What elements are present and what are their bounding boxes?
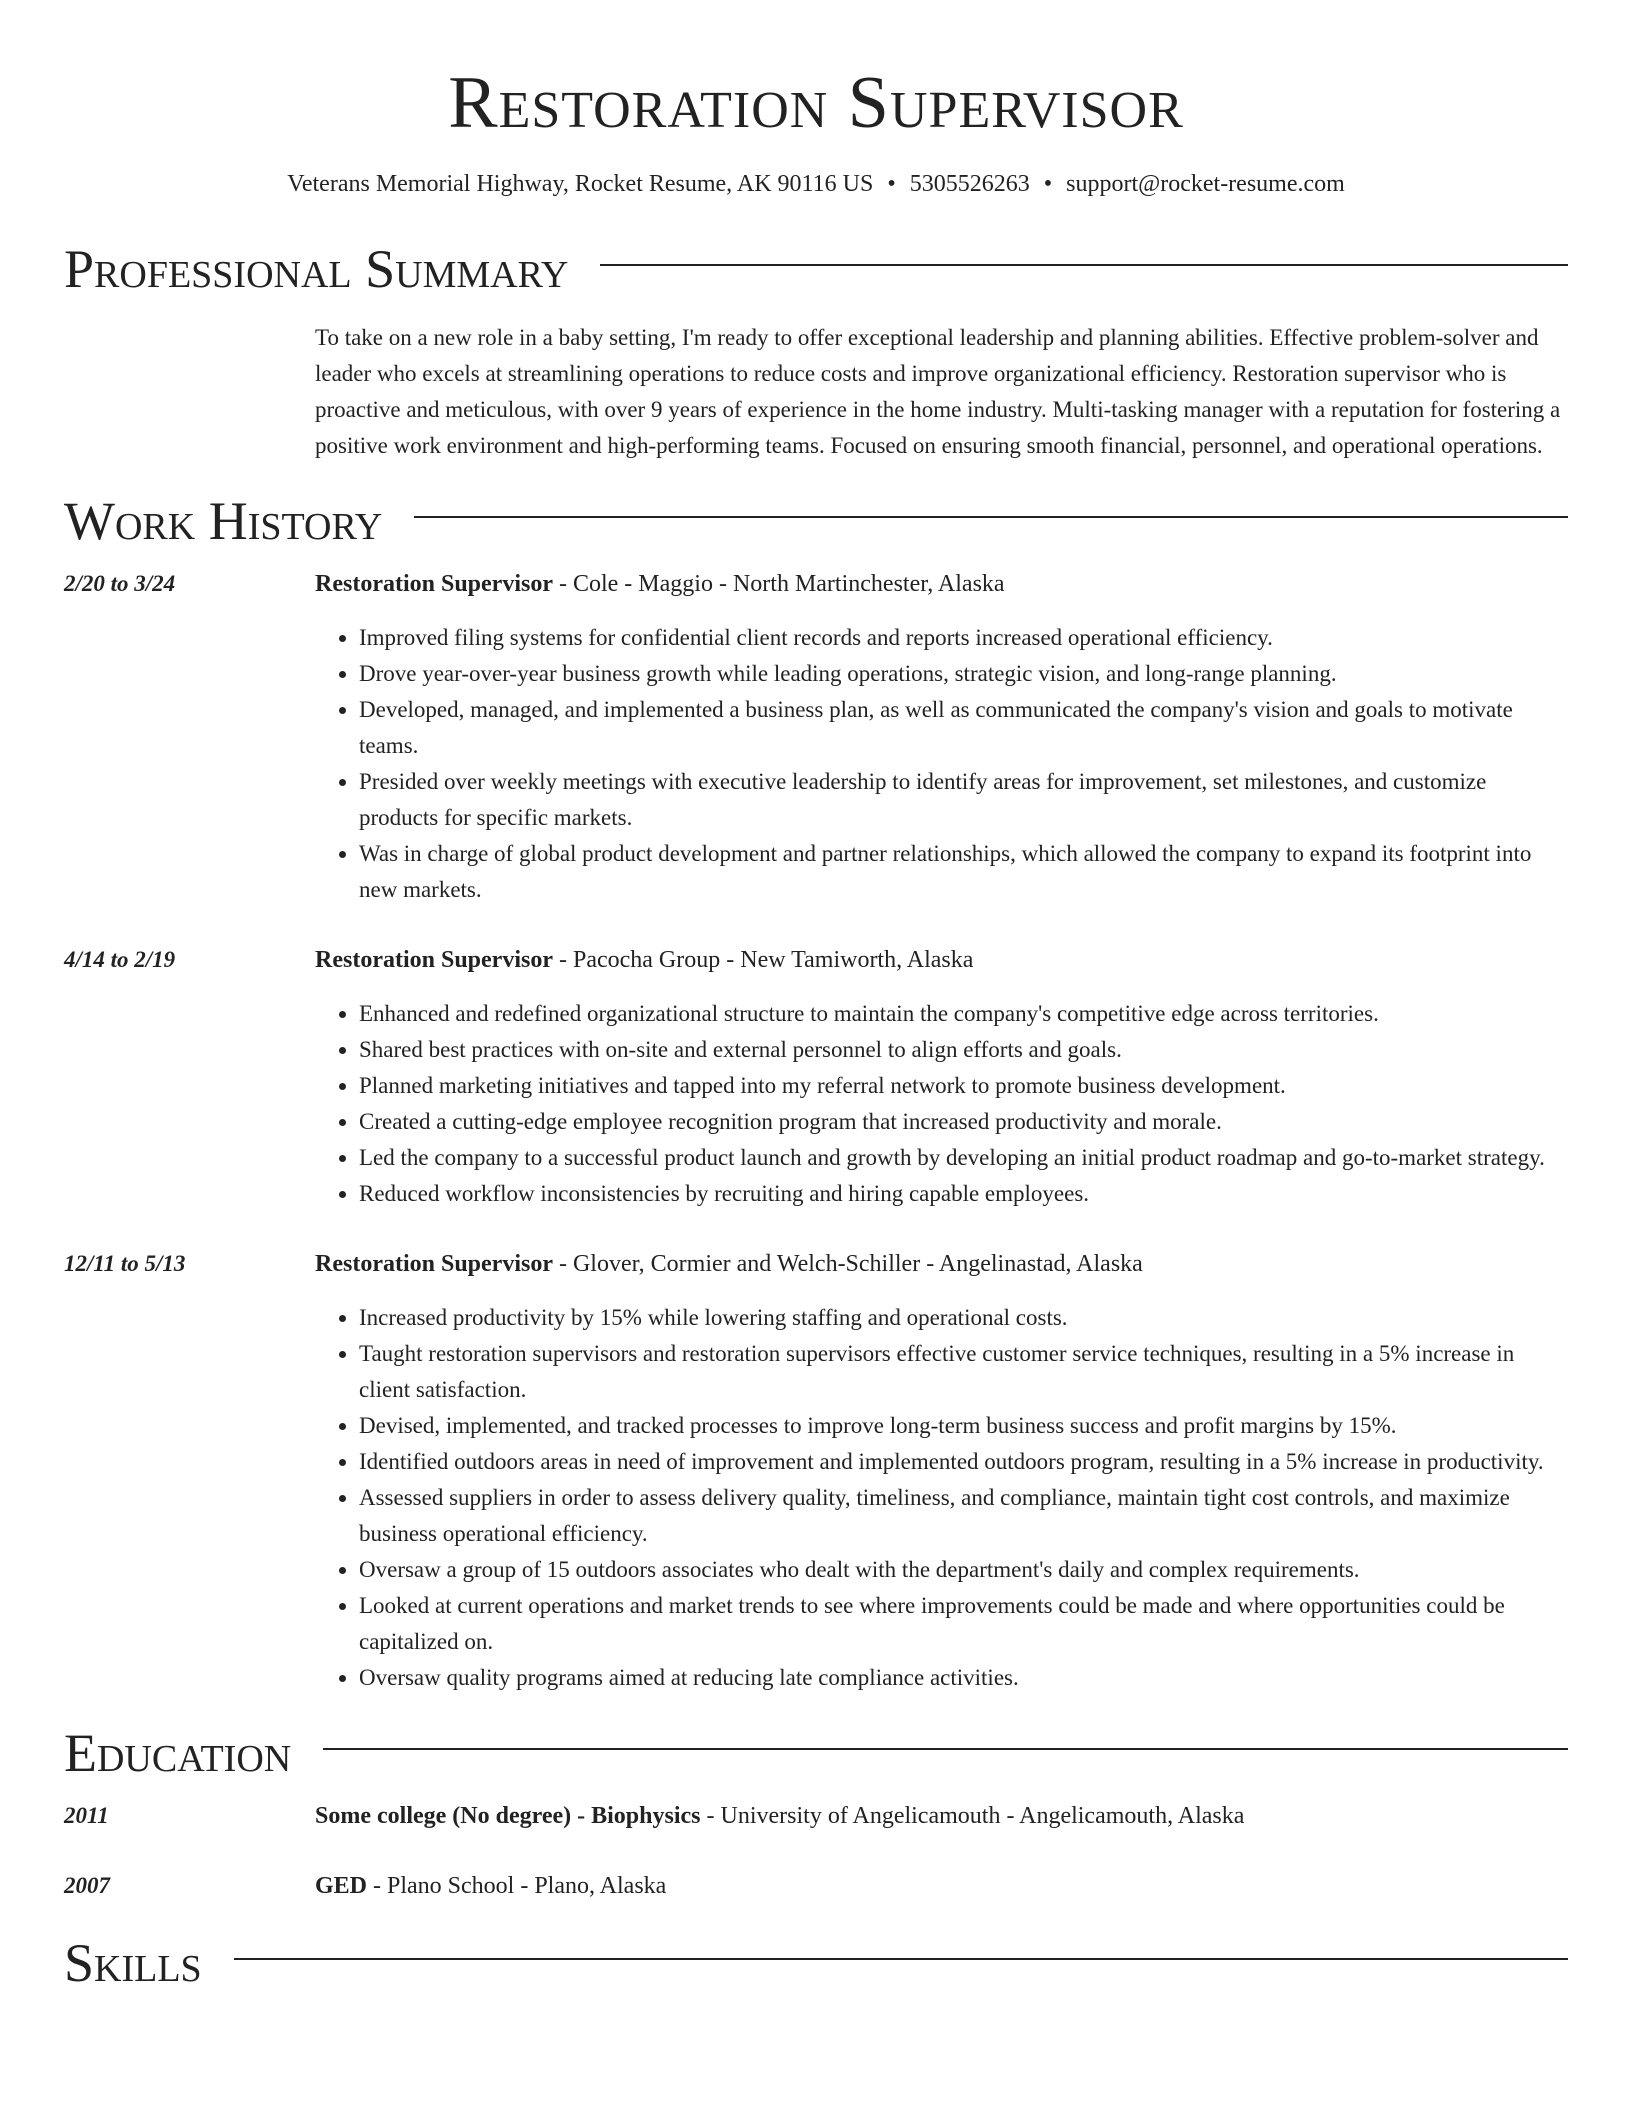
- job-bullet: • Reduced workflow inconsistencies by recruiting and hiring capable employees.: [359, 1176, 1568, 1212]
- work-section-title: Work History: [64, 491, 383, 551]
- work-section-header: [64, 486, 1568, 556]
- job-bullet: • Shared best practices with on-site and external personnel to align efforts and goals.: [359, 1032, 1568, 1068]
- job-bullet: • Devised, implemented, and tracked processes to improve long-term business success and profit margins by 15%.: [359, 1408, 1568, 1444]
- job-bullet: • Assessed suppliers in order to assess delivery quality, timeliness, and compliance, maintain tight cost controls, and maximize business operational efficiency.: [359, 1480, 1568, 1552]
- education-school-location: - University of Angelicamouth - Angelicamouth, Alaska: [700, 1803, 1245, 1829]
- job-bullet: • Presided over weekly meetings with executive leadership to identify areas for improvement, set milestones, and customize products for specific markets.: [359, 764, 1568, 836]
- education-degree: Some college (No degree) - Biophysics: [315, 1803, 701, 1829]
- job-heading: [315, 1246, 1568, 1282]
- education-section-title: Education: [64, 1723, 292, 1783]
- job-heading: [315, 942, 1568, 978]
- job-bullet: • Created a cutting-edge employee recognition program that increased productivity and morale.: [359, 1104, 1568, 1140]
- job-bullet: • Looked at current operations and market trends to see where improvements could be made and where opportunities could be capitalized on.: [359, 1588, 1568, 1660]
- job-bullets-wrap: [315, 620, 1568, 908]
- summary-section-title: Professional Summary: [64, 239, 569, 299]
- job-header-row: [64, 566, 1568, 602]
- job-header-row: [64, 942, 1568, 978]
- contact-separator: •: [1043, 171, 1053, 197]
- resume-page: [64, 0, 1568, 1998]
- education-year: 2011: [64, 1803, 109, 1828]
- section-divider: [414, 516, 1568, 518]
- summary-section-header: [64, 234, 1568, 304]
- job-bullet: • Enhanced and redefined organizational structure to maintain the company's competitive edge across territories.: [359, 996, 1568, 1032]
- education-entry: [64, 1798, 1568, 1834]
- job-bullet: • Developed, managed, and implemented a business plan, as well as communicated the company's vision and goals to motivate teams.: [359, 692, 1568, 764]
- contact-line: [64, 168, 1568, 200]
- job-title: Restoration Supervisor: [315, 571, 553, 597]
- skills-section-header: [64, 1928, 1568, 1998]
- job-bullet: • Increased productivity by 15% while lowering staffing and operational costs.: [359, 1300, 1568, 1336]
- job-bullets-wrap: [315, 1300, 1568, 1696]
- job-header-row: [64, 1246, 1568, 1282]
- job-bullet: • Led the company to a successful product launch and growth by developing an initial product roadmap and go-to-market strategy.: [359, 1140, 1568, 1176]
- job-bullet: • Taught restoration supervisors and restoration supervisors effective customer service techniques, resulting in a 5% increase in client satisfaction.: [359, 1336, 1568, 1408]
- job-bullet: • Oversaw quality programs aimed at reducing late compliance activities.: [359, 1660, 1568, 1696]
- job-heading: [315, 566, 1568, 602]
- job-entry: [64, 1246, 1568, 1696]
- contact-separator: •: [887, 171, 896, 197]
- job-bullets: [315, 620, 1568, 908]
- job-bullet: • Identified outdoors areas in need of improvement and implemented outdoors program, resulting in a 5% increase in productivity.: [359, 1444, 1568, 1480]
- work-list: [64, 566, 1568, 1696]
- summary-text: To take on a new role in a baby setting, I'm ready to offer exceptional leadership and planning abilities. Effective problem-solver and leader who excels at streamlining operations to reduce costs and improve organizational efficiency. Restoration supervisor who is proactive and meticulous, with over 9 years of experience in the home industry. Multi-tasking manager with a reputation for fostering a positive work environment and high-performing teams. Focused on ensuring smooth financial, personnel, and operational operations.: [315, 325, 1561, 458]
- job-title: Restoration Supervisor: [315, 947, 553, 973]
- section-divider: [234, 1958, 1568, 1960]
- candidate-name: Restoration Supervisor: [448, 62, 1184, 144]
- education-entry: [64, 1868, 1568, 1904]
- contact-address: Veterans Memorial Highway, Rocket Resume, AK 90116 US: [287, 171, 874, 197]
- job-company-location: - Glover, Cormier and Welch-Schiller - Angelinastad, Alaska: [552, 1251, 1143, 1277]
- job-company-location: - Pacocha Group - New Tamiworth, Alaska: [552, 947, 974, 973]
- job-dates: 2/20 to 3/24: [64, 571, 176, 596]
- job-bullets-wrap: [315, 996, 1568, 1212]
- section-divider: [600, 264, 1568, 266]
- contact-email: support@rocket-resume.com: [1066, 171, 1345, 197]
- education-list: [64, 1798, 1568, 1904]
- job-bullet: • Oversaw a group of 15 outdoors associates who dealt with the department's daily and complex requirements.: [359, 1552, 1568, 1588]
- job-dates: 4/14 to 2/19: [64, 947, 176, 972]
- job-title: Restoration Supervisor: [315, 1251, 553, 1277]
- job-entry: [64, 566, 1568, 908]
- job-bullet: • Was in charge of global product development and partner relationships, which allowed the company to expand its footprint into new markets.: [359, 836, 1568, 908]
- education-section-header: [64, 1718, 1568, 1788]
- education-heading: [315, 1868, 1568, 1904]
- contact-phone: 5305526263: [909, 171, 1030, 197]
- job-bullet: • Improved filing systems for confidential client records and reports increased operational efficiency.: [359, 620, 1568, 656]
- section-divider: [323, 1748, 1568, 1750]
- skills-section-title: Skills: [64, 1933, 202, 1993]
- job-bullet: • Drove year-over-year business growth while leading operations, strategic vision, and long-range planning.: [359, 656, 1568, 692]
- job-bullets: [315, 1300, 1568, 1696]
- job-entry: [64, 942, 1568, 1212]
- job-company-location: - Cole - Maggio - North Martinchester, Alaska: [552, 571, 1005, 597]
- education-school-location: - Plano School - Plano, Alaska: [367, 1873, 667, 1899]
- education-degree: GED: [315, 1873, 368, 1899]
- job-dates: 12/11 to 5/13: [64, 1251, 186, 1276]
- job-bullet: • Planned marketing initiatives and tapped into my referral network to promote business development.: [359, 1068, 1568, 1104]
- education-year: 2007: [64, 1873, 110, 1898]
- education-heading: [315, 1798, 1568, 1834]
- job-bullets: [315, 996, 1568, 1212]
